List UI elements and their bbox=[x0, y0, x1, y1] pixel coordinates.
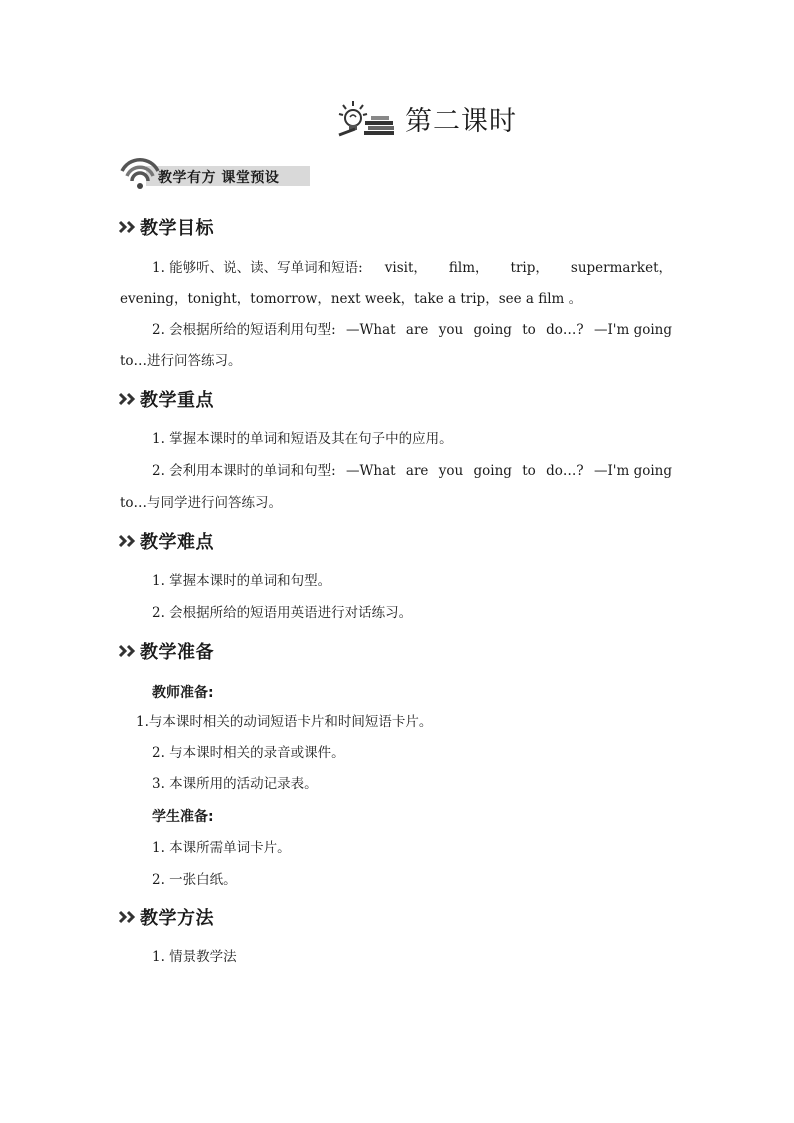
double-chevron-icon bbox=[118, 219, 138, 235]
teacher-prep-item2: 2. 与本课时相关的录音或课件。 bbox=[152, 745, 345, 761]
banner-title: 教学有方 课堂预设 bbox=[158, 170, 280, 186]
key-points-item2-line1: 2. 会利用本课时的单词和句型: —What are you going to do…? —I'm going bbox=[152, 463, 672, 479]
section-heading-difficulties: 教学难点 bbox=[118, 528, 214, 554]
difficulties-item2: 2. 会根据所给的短语用英语进行对话练习。 bbox=[152, 605, 413, 621]
section-heading-goals: 教学目标 bbox=[118, 214, 214, 240]
page-title: 第二课时 bbox=[405, 105, 517, 137]
section-heading-preparation: 教学准备 bbox=[118, 638, 214, 664]
goals-item2-line2: to…进行问答练习。 bbox=[120, 353, 242, 369]
student-prep-item2: 2. 一张白纸。 bbox=[152, 872, 237, 888]
key-points-item2-line2: to…与同学进行问答练习。 bbox=[120, 495, 283, 511]
section-heading-key-points: 教学重点 bbox=[118, 386, 214, 412]
double-chevron-icon bbox=[118, 391, 138, 407]
title-row bbox=[335, 96, 517, 140]
methods-item1: 1. 情景教学法 bbox=[152, 949, 237, 965]
goals-item1-line2: evening，tonight，tomorrow，next week，take a trip，see a film 。 bbox=[120, 291, 583, 307]
double-chevron-icon bbox=[118, 643, 138, 659]
student-prep-item1: 1. 本课所需单词卡片。 bbox=[152, 840, 291, 856]
section-banner bbox=[118, 157, 310, 189]
difficulties-item1: 1. 掌握本课时的单词和句型。 bbox=[152, 573, 332, 589]
teacher-prep-item1: 1.与本课时相关的动词短语卡片和时间短语卡片。 bbox=[136, 714, 433, 730]
double-chevron-icon bbox=[118, 533, 138, 549]
double-chevron-icon bbox=[118, 909, 138, 925]
key-points-item1: 1. 掌握本课时的单词和短语及其在句子中的应用。 bbox=[152, 431, 453, 447]
teacher-prep-item3: 3. 本课所用的活动记录表。 bbox=[152, 776, 318, 792]
lightbulb-books-icon bbox=[335, 99, 397, 137]
goals-item1-line1: 1. 能够听、说、读、写单词和短语: visit， film， trip， supermarket， bbox=[152, 260, 672, 276]
goals-item2-line1: 2. 会根据所给的短语利用句型: —What are you going to do…? —I'm going bbox=[152, 322, 672, 338]
teacher-prep-label: 教师准备: bbox=[152, 685, 214, 701]
wifi-signal-icon bbox=[118, 157, 162, 191]
student-prep-label: 学生准备: bbox=[152, 809, 214, 825]
section-heading-methods: 教学方法 bbox=[118, 904, 214, 930]
